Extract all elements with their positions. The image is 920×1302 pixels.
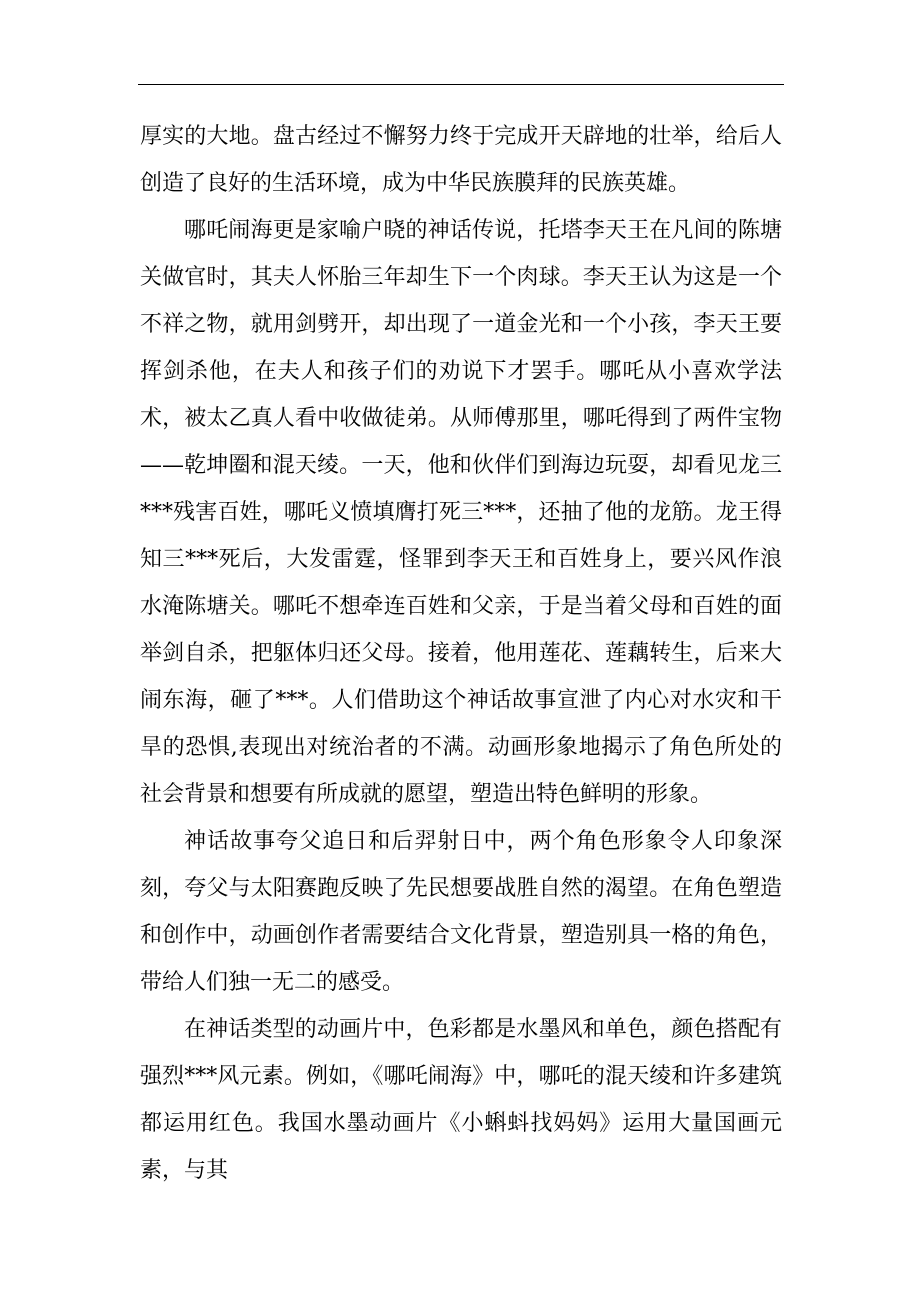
paragraph-color: 在神话类型的动画片中，色彩都是水墨风和单色，颜色搭配有强烈***风元素。例如，《哪吒闹海》中，哪吒的混天绫和许多建筑都运用红色。我国水墨动画片《小蝌蚪找妈妈》运用大量国画元素，与其 [140, 1017, 782, 1183]
paragraph-continuation: 厚实的大地。盘古经过不懈努力终于完成开天辟地的壮举，给后人创造了良好的生活环境，成为中华民族膜拜的民族英雄。 [140, 124, 782, 196]
header-rule [138, 84, 784, 85]
paragraph-nezha: 哪吒闹海更是家喻户晓的神话传说，托塔李天王在凡间的陈塘关做官时，其夫人怀胎三年却生下一个肉球。李天王认为这是一个不祥之物，就用剑劈开，却出现了一道金光和一个小孩，李天王要挥剑杀他，在夫人和孩子们的劝说下才罢手。哪吒从小喜欢学法术，被太乙真人看中收做徒弟。从师傅那里，哪吒得到了两件宝物——乾坤圈和混天绫。一天，他和伙伴们到海边玩耍，却看见龙三***残害百姓，哪吒义愤填膺打死三***，还抽了他的龙筋。龙王得知三***死后，大发雷霆，怪罪到李天王和百姓身上，要兴风作浪水淹陈塘关。哪吒不想牵连百姓和父亲，于是当着父母和百姓的面举剑自杀，把躯体归还父母。接着，他用莲花、莲藕转生，后来大闹东海，砸了***。人们借助这个神话故事宣泄了内心对水灾和干旱的恐惧,表现出对统治者的不满。动画形象地揭示了角色所处的社会背景和想要有所成就的愿望，塑造出特色鲜明的形象。 [140, 218, 782, 807]
document-body [140, 113, 782, 1194]
paragraph-kuafu: 神话故事夸父追日和后羿射日中，两个角色形象令人印象深刻，夸父与太阳赛跑反映了先民想要战胜自然的渴望。在角色塑造和创作中，动画创作者需要结合文化背景，塑造别具一格的角色，带给人们独一无二的感受。 [140, 829, 782, 995]
